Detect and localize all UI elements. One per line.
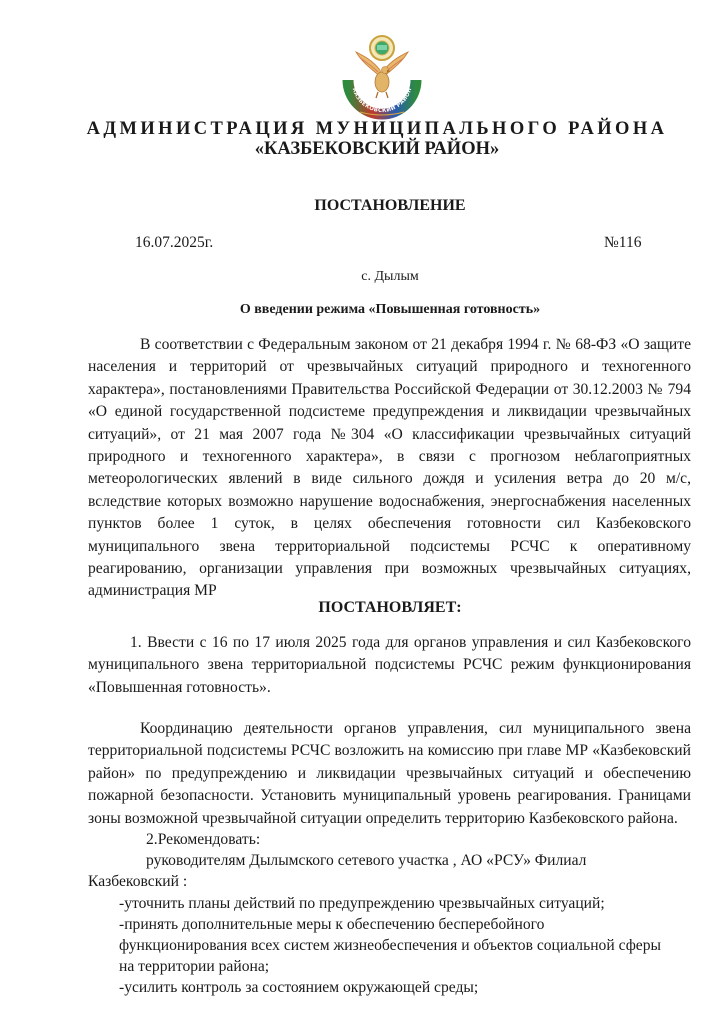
document-number: №116 bbox=[604, 234, 642, 251]
list-item-continuation: функционирования всех систем жизнеобеспечения и объектов социальной сферы bbox=[119, 937, 661, 954]
organization-subtitle: «КАЗБЕКОВСКИЙ РАЙОН» bbox=[254, 139, 500, 159]
document-date: 16.07.2025г. bbox=[135, 234, 214, 251]
item-2-recipients-line-1: руководителям Дылымского сетевого участка , АО «РСУ» Филиал bbox=[146, 852, 587, 869]
list-item-continuation: на территории района; bbox=[119, 958, 270, 975]
list-item: -принять дополнительные меры к обеспечению бесперебойного bbox=[119, 916, 545, 933]
coat-of-arms-emblem-icon bbox=[340, 34, 424, 120]
svg-text:КАЗБЕКОВСКИЙ РАЙОН: КАЗБЕКОВСКИЙ РАЙОН bbox=[350, 87, 414, 115]
coordination-paragraph: Координацию деятельности органов управления, сил муниципального звена территориальной подсистемы РСЧС возложить на комиссию при главе МР «Казбековский район» по предупреждению и ликвидации чрезвычайных ситуаций и обеспечению пожарной безопасности. Установить муниципальный уровень реагирования. Границами зоны возможной чрезвычайной ситуации определить территорию Казбековского района. bbox=[88, 720, 691, 827]
item-2-heading: 2.Рекомендовать: bbox=[146, 831, 261, 848]
list-item: -усилить контроль за состоянием окружающей среды; bbox=[119, 979, 479, 996]
document-subject: О введении режима «Повышенная готовность» bbox=[239, 302, 541, 317]
item-2-recipients-line-2: Казбековский : bbox=[88, 873, 188, 890]
document-type-heading: ПОСТАНОВЛЕНИЕ bbox=[314, 197, 466, 214]
organization-title: АДМИНИСТРАЦИЯ МУНИЦИПАЛЬНОГО РАЙОНА bbox=[86, 119, 668, 139]
preamble-paragraph: В соответствии с Федеральным законом от 21 декабря 1994 г. № 68-ФЗ «О защите населения и территорий от чрезвычайных ситуаций природного и техногенного характера», постановлениями Правительства Российской Федерации от 30.12.2003 № 794 «О единой государственной подсистеме предупреждения и ликвидации чрезвычайных ситуаций», от 21 мая 2007 года №304 «О классификации чрезвычайных ситуаций природного и техногенного характера», в связи с прогнозом неблагоприятных метеорологических явлений в виде сильного дождя и усиления ветра до 20 м/с, вследствие которых возможно нарушение водоснабжения, энергоснабжения населенных пунктов более 1 суток, в целях обеспечения готовности сил Казбековского муниципального звена территориальной подсистемы РСЧС к оперативному реагированию, организации управления при возможных чрезвычайных ситуациях, администрация МР bbox=[88, 336, 691, 600]
item-1-paragraph: 1. Ввести с 16 по 17 июля 2025 года для органов управления и сил Казбековского муниципального звена территориальной подсистемы РСЧС режим функционирования «Повышенная готовность». bbox=[88, 634, 691, 696]
decree-heading: ПОСТАНОВЛЯЕТ: bbox=[318, 599, 462, 616]
document-place: с. Дылым bbox=[361, 269, 419, 284]
list-item: -уточнить планы действий по предупреждению чрезвычайных ситуаций; bbox=[119, 895, 605, 912]
